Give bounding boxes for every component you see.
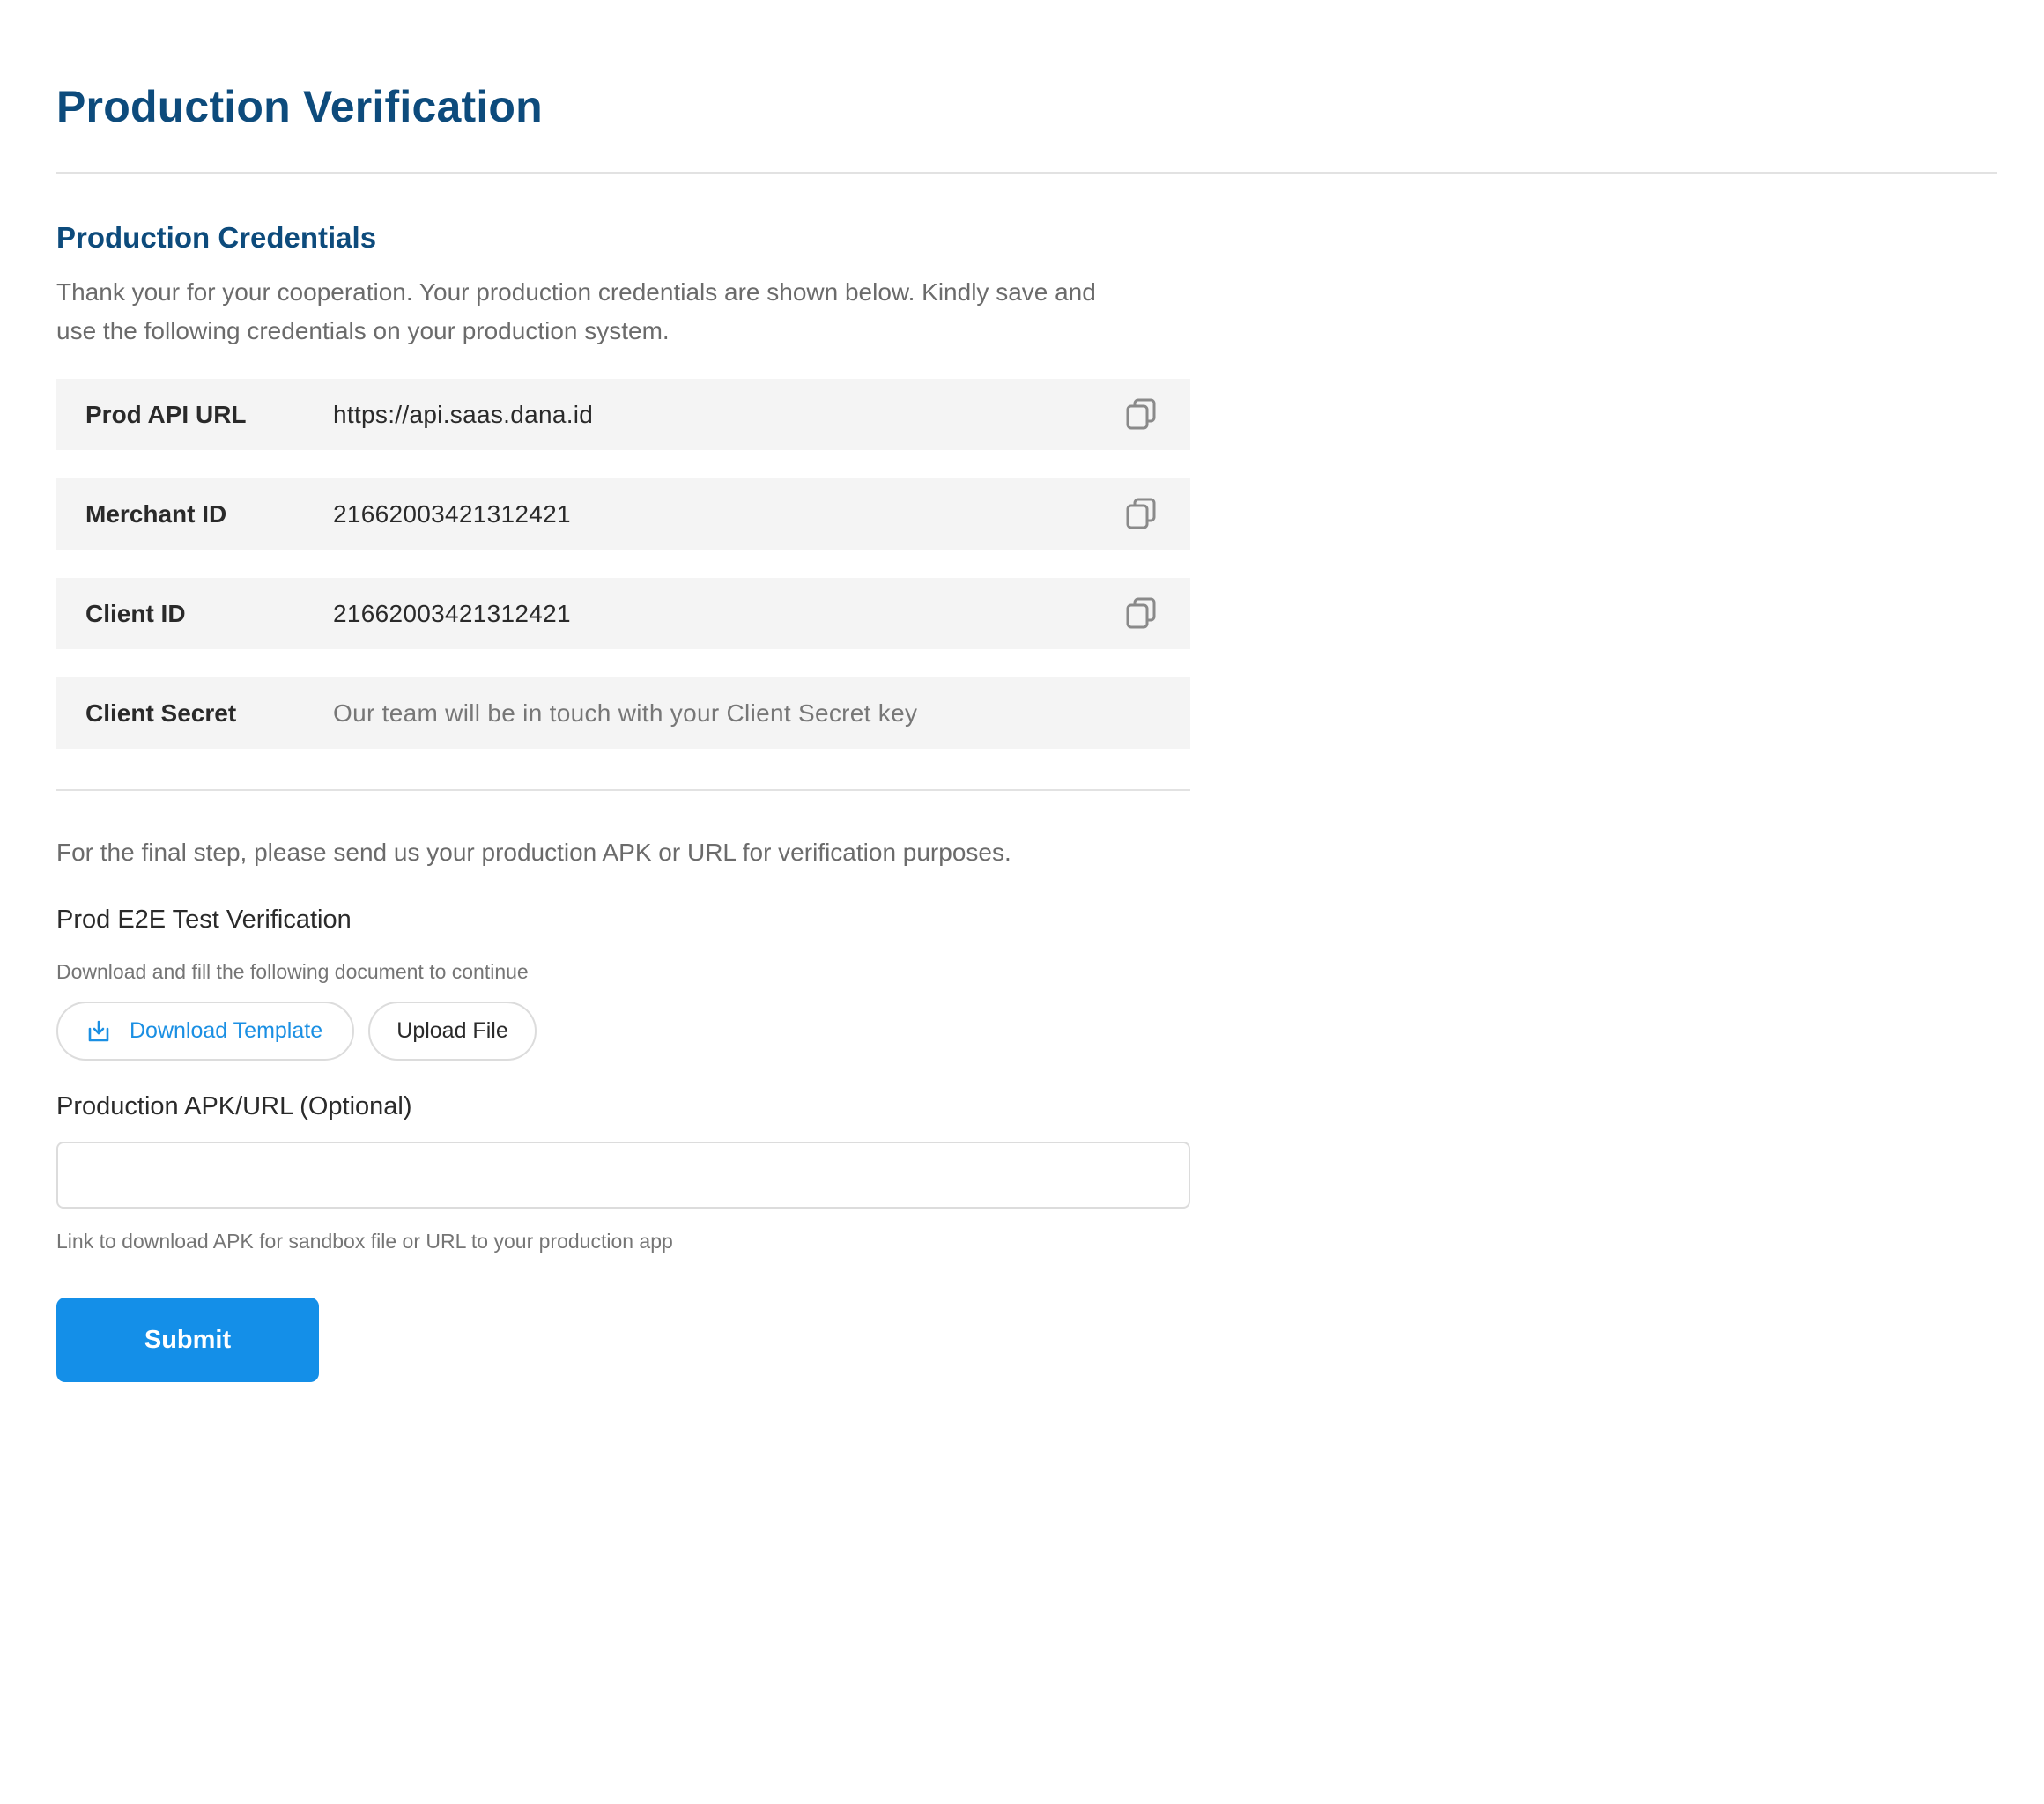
download-template-button[interactable]: [56, 1002, 354, 1061]
credential-row-client-id: [56, 578, 1190, 649]
credential-row-client-secret: [56, 677, 1190, 749]
final-step-text: For the final step, please send us your production APK or URL for verification purposes.: [56, 839, 1011, 866]
e2e-verification-label: Prod E2E Test Verification: [56, 906, 352, 934]
credentials-intro: Thank your for your cooperation. Your production credentials are shown below. Kindly save and use the following credentials on your production system.: [56, 278, 1096, 344]
credential-label: Client Secret: [85, 699, 237, 727]
credential-label: Client ID: [85, 599, 186, 627]
credential-row-merchant-id: [56, 478, 1190, 550]
download-icon: [87, 1020, 110, 1043]
download-template-label: Download Template: [130, 1018, 323, 1043]
production-apk-url-hint: Link to download APK for sandbox file or URL to your production app: [56, 1230, 673, 1253]
header-divider: [56, 172, 1997, 174]
e2e-verification-hint: Download and fill the following document to continue: [56, 960, 529, 983]
upload-file-button[interactable]: Upload File: [368, 1002, 537, 1061]
production-apk-url-input[interactable]: [56, 1142, 1190, 1209]
credentials-list: [56, 379, 1190, 777]
copy-icon[interactable]: [1123, 496, 1159, 531]
page-title: Production Verification: [56, 82, 543, 131]
credential-value: 21662003421312421: [333, 599, 571, 627]
credential-label: Prod API URL: [85, 400, 247, 428]
production-apk-url-label: Production APK/URL (Optional): [56, 1092, 412, 1120]
credential-value: https://api.saas.dana.id: [333, 400, 594, 428]
credential-row-prod-api-url: [56, 379, 1190, 450]
section-divider: [56, 789, 1190, 791]
copy-icon[interactable]: [1123, 396, 1159, 432]
submit-button[interactable]: Submit: [56, 1298, 319, 1382]
credential-value: 21662003421312421: [333, 499, 571, 528]
credential-value: Our team will be in touch with your Client Secret key: [333, 699, 918, 727]
credential-label: Merchant ID: [85, 499, 227, 528]
credentials-section-title: Production Credentials: [56, 221, 377, 254]
copy-icon[interactable]: [1123, 595, 1159, 631]
